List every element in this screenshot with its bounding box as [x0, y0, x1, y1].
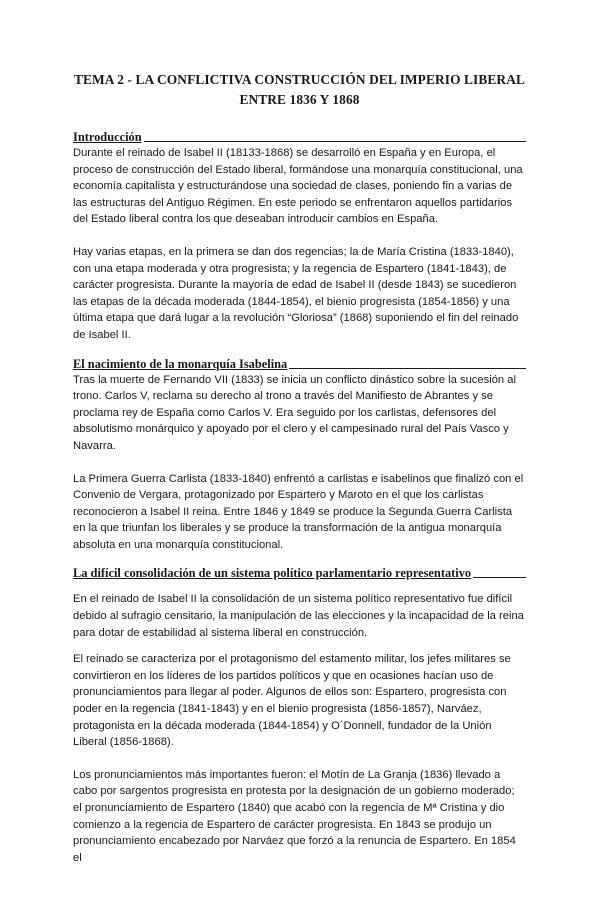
document-page — [0, 70, 600, 918]
section-heading-introduccion — [73, 129, 526, 145]
title-line-2: ENTRE 1836 Y 1868 — [239, 92, 360, 107]
document-title — [73, 70, 526, 110]
paragraph: Durante el reinado de Isabel II (18133-1868) se desarrolló en España y en Europa, el proceso de construcción del Estado liberal, formándose una monarquía constitucional, una economía capitalista y estructurándose una sociedad de clases, poniendo fin a varias de las estructuras del Antiguo Régimen. En este periodo se enfrentaron aquellos partidarios del Estado liberal contra los que deseaban introducir cambios en España. — [73, 147, 523, 226]
paragraph: Los pronunciamientos más importantes fueron: el Motín de La Granja (1836) llevado a cabo por sargentos progresista en protesta por la designación de un gobierno moderado; el pronunciamiento de Espartero (1840) que acabó con la regencia de Mª Cristina y dio comienzo a la regencia de Espartero de carácter progresista. En 1843 se produjo un pronunciamiento encabezado por Narváez que forzó a la renuncia de Espartero. En 1854 el — [73, 768, 516, 864]
paragraph: En el reinado de Isabel II la consolidación de un sistema político representativo fue difícil debido al sufragio censitario, la manipulación de las elecciones y la incapacidad de la reina para dotar de estabilidad al sistema liberal en construcción. — [73, 593, 524, 639]
heading-rule — [144, 141, 526, 142]
title-line-1: TEMA 2 - LA CONFLICTIVA CONSTRUCCIÓN DEL IMPERIO LIBERAL — [73, 72, 526, 87]
paragraph: La Primera Guerra Carlista (1833-1840) enfrentó a carlistas e isabelinos que finalizó con el Convenio de Vergara, protagonizado por Espartero y Maroto en el que los carlistas reconocieron a Isabel II reina. Entre 1846 y 1849 se produce la Segunda Guerra Carlista en la que triunfan los liberales y se produce la transformación de la antigua monarquía absoluta en una monarquía constitucional. — [73, 472, 524, 551]
heading-rule — [473, 577, 526, 578]
paragraph: El reinado se caracteriza por el protagonismo del estamento militar, los jefes militares se convirtieron en los líderes de los partidos políticos y que en ocasiones hacían uso de pronunciamientos para llegar al poder. Algunos de ellos son: Espartero, progresista con poder en la regencia (1841-1843) y en el bienio progresista (1856-1857), Narváez, protagonista en la década moderada (1844-1854) y O´Donnell, fundador de la Unión Liberal (1856-1868). — [73, 653, 511, 749]
section-heading-text: La difícil consolidación de un sistema político parlamentario representativo — [73, 566, 472, 581]
section-heading-consolidacion — [73, 565, 526, 581]
section-heading-nacimiento — [73, 356, 526, 372]
section-heading-text: El nacimiento de la monarquía Isabelina — [73, 356, 288, 371]
section-heading-text: Introducción — [73, 130, 142, 144]
paragraph: Tras la muerte de Fernando VII (1833) se inicia un conflicto dinástico sobre la sucesión al trono. Carlos V, reclama su derecho al trono a través del Manifiesto de Abrantes y se proclama rey de España como Carlos V. Era seguido por los carlistas, defensores del absolutismo monárquico y apoyado por el clero y el campesinado rural del País Vasco y Navarra. — [73, 373, 516, 452]
paragraph: Hay varias etapas, en la primera se dan dos regencias; la de María Cristina (1833-1840), con una etapa moderada y otra progresista; y la regencia de Espartero (1841-1843), de carácter progresista. Durante la mayoría de edad de Isabel II (desde 1843) se sucedieron las etapas de la década moderada (1844-1854), el bienio progresista (1854-1856) y una última etapa que dará lugar a la revolución “Gloriosa” (1868) suponiendo el fin del reinado de Isabel II. — [73, 245, 519, 341]
heading-rule — [289, 368, 526, 369]
